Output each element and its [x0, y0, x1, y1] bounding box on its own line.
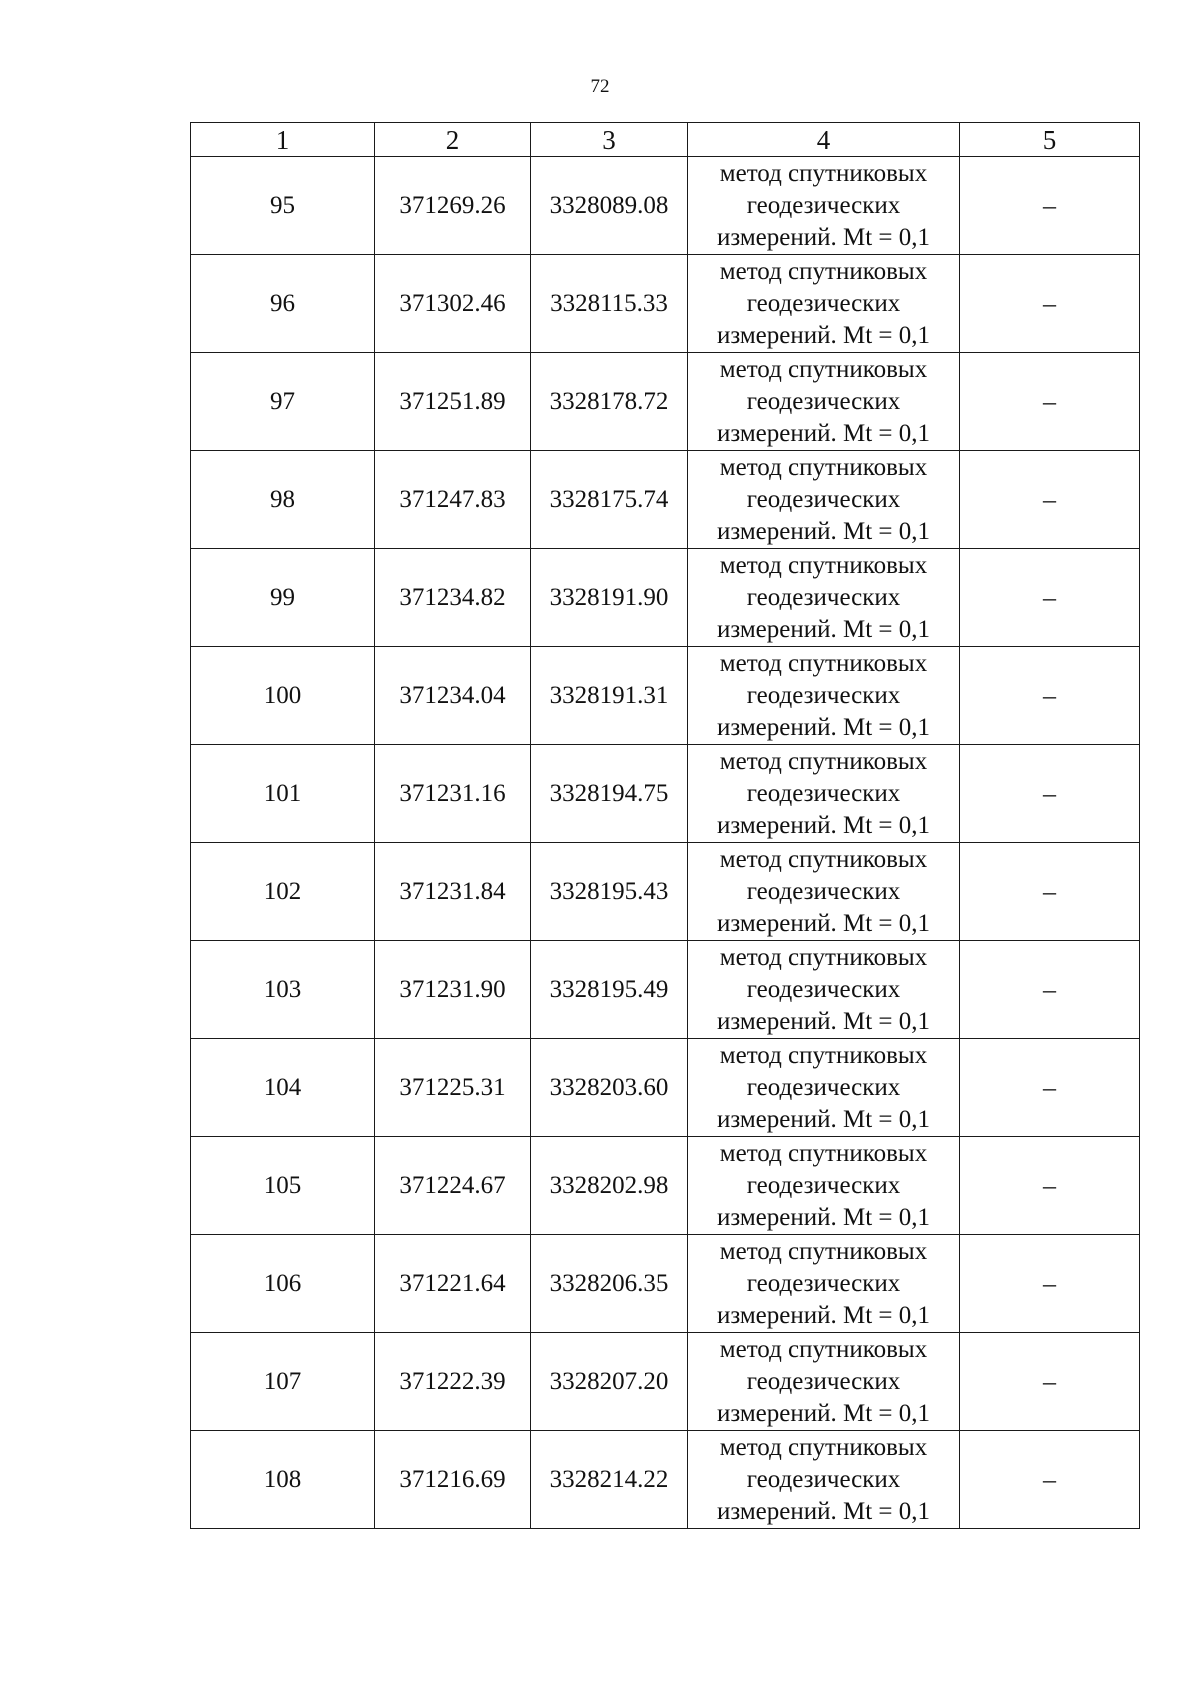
table-row	[191, 157, 1140, 255]
table-body	[191, 157, 1140, 1529]
y-coordinate-cell: 3328206.35	[531, 1235, 688, 1333]
point-number-cell: 104	[191, 1039, 375, 1137]
method-line: метод спутниковых	[719, 453, 928, 481]
method-cell	[688, 549, 960, 647]
x-coordinate-cell: 371225.31	[375, 1039, 531, 1137]
coordinates-table	[190, 122, 1140, 1529]
method-line: метод спутниковых	[719, 1335, 928, 1363]
table-row	[191, 941, 1140, 1039]
x-coordinate-cell: 371216.69	[375, 1431, 531, 1529]
column-header-5: 5	[960, 123, 1140, 157]
point-number-cell: 97	[191, 353, 375, 451]
method-line: измерений. Mt = 0,1	[716, 223, 931, 251]
method-line: измерений. Mt = 0,1	[716, 1203, 931, 1231]
method-line: метод спутниковых	[719, 257, 928, 285]
x-coordinate-cell: 371231.90	[375, 941, 531, 1039]
y-coordinate-cell: 3328191.31	[531, 647, 688, 745]
x-coordinate-cell: 371234.04	[375, 647, 531, 745]
method-cell	[688, 157, 960, 255]
note-cell: –	[960, 549, 1140, 647]
table-row	[191, 353, 1140, 451]
point-number-cell: 98	[191, 451, 375, 549]
point-number-cell: 100	[191, 647, 375, 745]
method-line: геодезических	[746, 583, 901, 611]
note-cell: –	[960, 1431, 1140, 1529]
table-row	[191, 451, 1140, 549]
method-line: метод спутниковых	[719, 943, 928, 971]
method-line: метод спутниковых	[719, 1139, 928, 1167]
column-header-1: 1	[191, 123, 375, 157]
point-number-cell: 108	[191, 1431, 375, 1529]
x-coordinate-cell: 371222.39	[375, 1333, 531, 1431]
method-line: измерений. Mt = 0,1	[716, 615, 931, 643]
method-line: геодезических	[746, 975, 901, 1003]
page-number: 72	[590, 76, 610, 97]
x-coordinate-cell: 371224.67	[375, 1137, 531, 1235]
method-cell	[688, 647, 960, 745]
table-row	[191, 549, 1140, 647]
note-cell: –	[960, 1235, 1140, 1333]
note-cell: –	[960, 157, 1140, 255]
note-cell: –	[960, 941, 1140, 1039]
table-row	[191, 255, 1140, 353]
method-cell	[688, 1235, 960, 1333]
column-header-2: 2	[375, 123, 531, 157]
point-number-cell: 101	[191, 745, 375, 843]
x-coordinate-cell: 371251.89	[375, 353, 531, 451]
point-number-cell: 99	[191, 549, 375, 647]
y-coordinate-cell: 3328115.33	[531, 255, 688, 353]
method-line: геодезических	[746, 779, 901, 807]
method-cell	[688, 1137, 960, 1235]
table-row	[191, 1431, 1140, 1529]
method-line: измерений. Mt = 0,1	[716, 419, 931, 447]
method-line: геодезических	[746, 1367, 901, 1395]
x-coordinate-cell: 371221.64	[375, 1235, 531, 1333]
method-line: измерений. Mt = 0,1	[716, 713, 931, 741]
point-number-cell: 103	[191, 941, 375, 1039]
method-line: геодезических	[746, 191, 901, 219]
y-coordinate-cell: 3328202.98	[531, 1137, 688, 1235]
note-cell: –	[960, 745, 1140, 843]
method-cell	[688, 745, 960, 843]
method-cell	[688, 1431, 960, 1529]
note-cell: –	[960, 647, 1140, 745]
table-row	[191, 1137, 1140, 1235]
method-cell	[688, 353, 960, 451]
y-coordinate-cell: 3328207.20	[531, 1333, 688, 1431]
y-coordinate-cell: 3328194.75	[531, 745, 688, 843]
point-number-cell: 106	[191, 1235, 375, 1333]
method-line: измерений. Mt = 0,1	[716, 909, 931, 937]
method-cell	[688, 451, 960, 549]
header-row	[191, 123, 1140, 157]
method-line: измерений. Mt = 0,1	[716, 517, 931, 545]
note-cell: –	[960, 1039, 1140, 1137]
note-cell: –	[960, 255, 1140, 353]
method-line: метод спутниковых	[719, 1041, 928, 1069]
point-number-cell: 107	[191, 1333, 375, 1431]
method-cell	[688, 1333, 960, 1431]
table-row	[191, 1235, 1140, 1333]
y-coordinate-cell: 3328175.74	[531, 451, 688, 549]
note-cell: –	[960, 353, 1140, 451]
y-coordinate-cell: 3328195.49	[531, 941, 688, 1039]
method-cell	[688, 255, 960, 353]
column-header-4: 4	[688, 123, 960, 157]
method-line: измерений. Mt = 0,1	[716, 811, 931, 839]
x-coordinate-cell: 371231.84	[375, 843, 531, 941]
method-line: метод спутниковых	[719, 1237, 928, 1265]
method-line: геодезических	[746, 289, 901, 317]
point-number-cell: 95	[191, 157, 375, 255]
table-row	[191, 745, 1140, 843]
method-line: измерений. Mt = 0,1	[716, 321, 931, 349]
method-line: метод спутниковых	[719, 649, 928, 677]
y-coordinate-cell: 3328203.60	[531, 1039, 688, 1137]
x-coordinate-cell: 371247.83	[375, 451, 531, 549]
table-row	[191, 1039, 1140, 1137]
method-line: геодезических	[746, 485, 901, 513]
method-line: метод спутниковых	[719, 845, 928, 873]
method-line: метод спутниковых	[719, 1433, 928, 1461]
method-line: измерений. Mt = 0,1	[716, 1007, 931, 1035]
note-cell: –	[960, 451, 1140, 549]
point-number-cell: 105	[191, 1137, 375, 1235]
y-coordinate-cell: 3328191.90	[531, 549, 688, 647]
method-cell	[688, 843, 960, 941]
table-row	[191, 1333, 1140, 1431]
method-line: измерений. Mt = 0,1	[716, 1399, 931, 1427]
method-line: геодезических	[746, 877, 901, 905]
method-line: геодезических	[746, 1171, 901, 1199]
column-header-3: 3	[531, 123, 688, 157]
method-line: метод спутниковых	[719, 551, 928, 579]
x-coordinate-cell: 371231.16	[375, 745, 531, 843]
table-row	[191, 647, 1140, 745]
method-line: геодезических	[746, 1465, 901, 1493]
x-coordinate-cell: 371269.26	[375, 157, 531, 255]
method-line: метод спутниковых	[719, 747, 928, 775]
method-line: метод спутниковых	[719, 159, 928, 187]
y-coordinate-cell: 3328089.08	[531, 157, 688, 255]
method-line: метод спутниковых	[719, 355, 928, 383]
method-line: геодезических	[746, 681, 901, 709]
method-line: измерений. Mt = 0,1	[716, 1301, 931, 1329]
y-coordinate-cell: 3328178.72	[531, 353, 688, 451]
note-cell: –	[960, 843, 1140, 941]
method-line: геодезических	[746, 1073, 901, 1101]
method-cell	[688, 941, 960, 1039]
method-line: геодезических	[746, 1269, 901, 1297]
method-cell	[688, 1039, 960, 1137]
method-line: измерений. Mt = 0,1	[716, 1497, 931, 1525]
note-cell: –	[960, 1137, 1140, 1235]
table-row	[191, 843, 1140, 941]
method-line: измерений. Mt = 0,1	[716, 1105, 931, 1133]
x-coordinate-cell: 371302.46	[375, 255, 531, 353]
note-cell: –	[960, 1333, 1140, 1431]
x-coordinate-cell: 371234.82	[375, 549, 531, 647]
y-coordinate-cell: 3328195.43	[531, 843, 688, 941]
point-number-cell: 96	[191, 255, 375, 353]
point-number-cell: 102	[191, 843, 375, 941]
y-coordinate-cell: 3328214.22	[531, 1431, 688, 1529]
method-line: геодезических	[746, 387, 901, 415]
